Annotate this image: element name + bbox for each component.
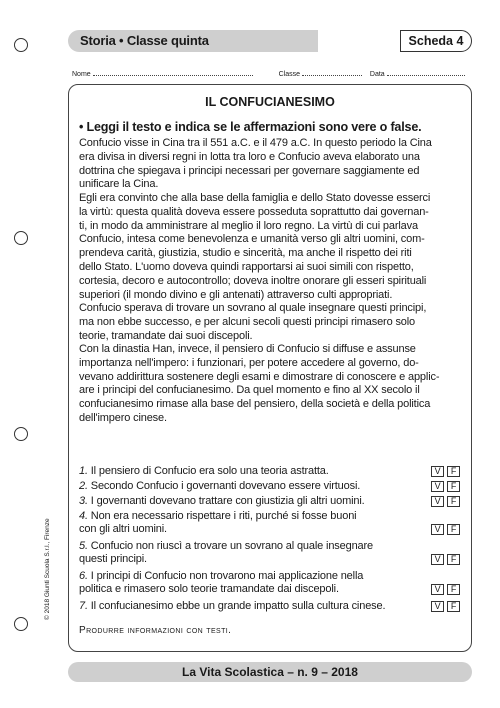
statement-4 [79,510,463,535]
vf-choice [431,481,461,492]
statement-2 [79,480,463,493]
binder-hole-lower [14,427,28,441]
statement-number: 4. [79,510,88,522]
text-line: superiori (il mondo divino e gli antenati) attraverso culti appropriati. [79,288,393,301]
paragraph-1 [79,137,465,192]
page-title: IL CONFUCIANESIMO [205,95,335,109]
statement-text: politica e rimasero solo teorie tramandate dai discepoli. [79,582,339,595]
true-checkbox[interactable]: V [431,481,444,492]
vf-choice [431,524,461,535]
true-checkbox[interactable]: V [431,554,444,565]
vf-choice [431,554,461,565]
text-line: Con la dinastia Han, invece, il pensiero di Confucio si diffuse e assunse [79,343,416,355]
paragraph-3 [79,302,465,343]
student-fields [72,68,472,80]
classe-field[interactable] [302,68,362,76]
text-line: prendeva carità, giustizia, studio e sincerità, ma anche il rispetto dei riti [79,247,412,260]
false-checkbox[interactable]: F [447,466,460,477]
header-bar [68,30,472,52]
magazine-footer: La Vita Scolastica – n. 9 – 2018 [68,662,472,682]
statement-number: 2. [79,480,88,492]
false-checkbox[interactable]: F [447,481,460,492]
text-line: importanza nell'impero: i funzionari, per potere accedere al governo, do- [79,356,419,369]
copyright-text: © 2018 Giunti Scuola S.r.l., Firenze [44,518,51,620]
scheda-label: Scheda 4 [400,30,472,52]
statement-5 [79,540,463,565]
text-line: ti, in modo da amministrare al meglio il loro regno. La virtù di cui parlava [79,219,418,232]
true-checkbox[interactable]: V [431,466,444,477]
true-checkbox[interactable]: V [431,496,444,507]
skill-note: Produrre informazioni con testi. [79,625,232,636]
text-line: confucianesimo rimase alla base del pensiero, della società e della politica [79,398,431,411]
paragraph-2 [79,192,465,302]
data-field[interactable] [387,68,465,76]
text-line: Confucio visse in Cina tra il 551 a.C. e il 479 a.C. In questo periodo la Cina [79,137,432,149]
vf-choice [431,601,461,612]
text-line: era divisa in diversi regni in lotta tra loro e Confucio aveva elaborato una [79,150,420,163]
vf-choice [431,466,461,477]
statement-number: 3. [79,495,88,507]
statement-1 [79,465,463,478]
binder-hole-upper [14,231,28,245]
statement-7 [79,600,463,613]
text-line: ma non ebbe successo, e per alcuni secoli questi principi rimasero solo [79,315,416,328]
content-frame [68,84,472,652]
nome-label: Nome [72,71,91,78]
paragraph-4 [79,343,465,426]
statement-3 [79,495,463,508]
statement-text: Confucio non riuscì a trovare un sovrano al quale insegnare [90,540,373,552]
data-label: Data [369,71,385,78]
statement-text: Secondo Confucio i governanti dovevano essere virtuosi. [90,480,361,492]
false-checkbox[interactable]: F [447,554,460,565]
statement-text: Il pensiero di Confucio era solo una teoria astratta. [90,465,329,477]
text-line: la virtù: questa qualità doveva essere posseduta soprattutto dai governan- [79,205,429,218]
text-line: Confucio, intesa come benevolenza e umanità verso gli altri uomini, com- [79,233,425,246]
statement-text: Il confucianesimo ebbe un grande impatto sulla cultura cinese. [90,600,386,612]
instruction-text: • Leggi il testo e indica se le affermazioni sono vere o false. [79,120,422,134]
statement-number: 1. [79,465,88,477]
statement-text: I governanti dovevano trattare con giustizia gli altri uomini. [90,495,365,507]
statement-number: 7. [79,600,88,612]
classe-label: Classe [278,71,300,78]
vf-choice [431,496,461,507]
statement-number: 5. [79,540,88,552]
subject-label: Storia • Classe quinta [68,30,318,52]
false-checkbox[interactable]: F [447,601,460,612]
text-line: are i principi del confucianesimo. Da quel momento e fino al XX secolo il [79,384,420,397]
statement-text: questi principi. [79,552,147,565]
text-line: cortesia, decoro e autocontrollo; doveva inoltre onorare gli esseri spirituali [79,274,427,287]
true-checkbox[interactable]: V [431,524,444,535]
statement-text: con gli altri uomini. [79,522,167,535]
true-checkbox[interactable]: V [431,601,444,612]
text-line: unificare la Cina. [79,178,159,191]
statement-text: Non era necessario rispettare i riti, purché si fosse buoni [90,510,357,522]
false-checkbox[interactable]: F [447,524,460,535]
false-checkbox[interactable]: F [447,584,460,595]
text-line: Confucio sperava di trovare un sovrano al quale insegnare questi principi, [79,302,427,314]
false-checkbox[interactable]: F [447,496,460,507]
binder-hole-top [14,38,28,52]
text-line: dello Stato. L'uomo doveva quindi rapportarsi ai suoi simili con rispetto, [79,260,414,273]
text-line: dell'impero cinese. [79,411,167,424]
true-checkbox[interactable]: V [431,584,444,595]
text-line: dottrina che spiegava i principi necessari per governare saggiamente ed [79,164,420,177]
vf-choice [431,584,461,595]
binder-hole-bottom [14,617,28,631]
text-line: teorie, tramandate dai suoi discepoli. [79,329,253,342]
statement-text: I principi di Confucio non trovarono mai applicazione nella [90,570,364,582]
text-line: Egli era convinto che alla base della famiglia e dello Stato dovesse esserci [79,192,431,204]
nome-field[interactable] [93,68,253,76]
statement-6 [79,570,463,595]
statement-number: 6. [79,570,88,582]
text-line: vevano addirittura sostenere degli esami e dimostrare di conoscere e applic- [79,370,440,383]
